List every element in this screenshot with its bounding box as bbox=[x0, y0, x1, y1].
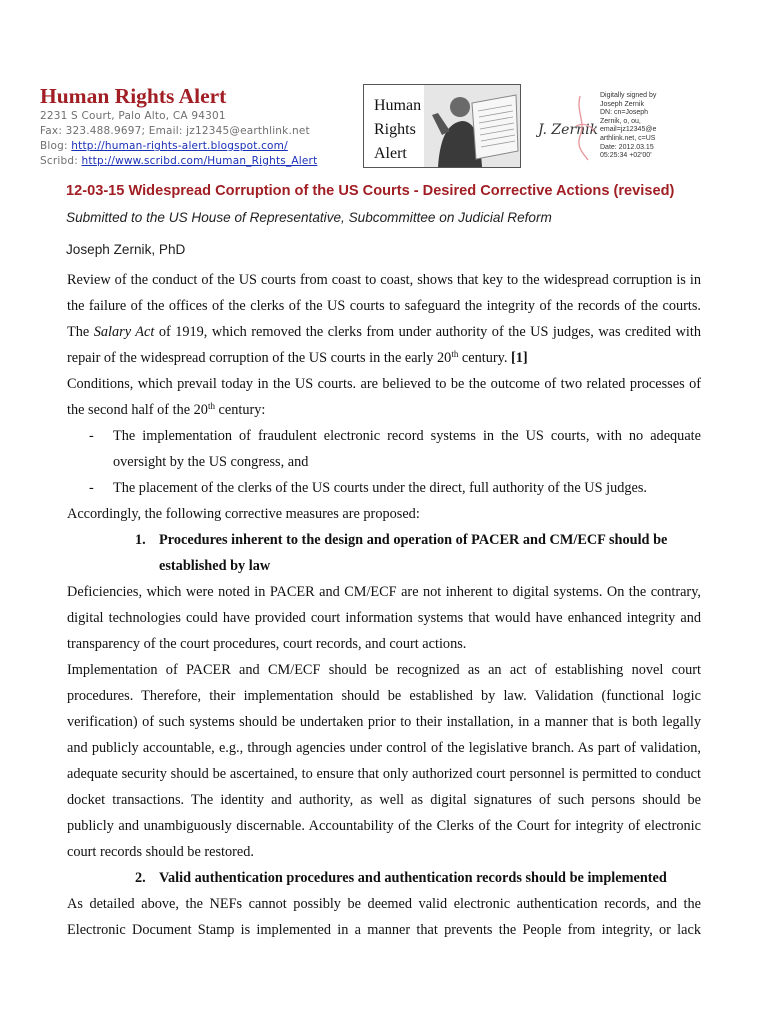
logo-box bbox=[363, 84, 521, 168]
section-heading: Procedures inherent to the design and operation of PACER and CM/ECF should be bbox=[159, 532, 668, 548]
paragraph-line: Review of the conduct of the US courts from coast to coast, shows that key to the widespread corruption is in bbox=[67, 272, 701, 288]
superscript: th bbox=[451, 349, 459, 359]
heading-number: 1. bbox=[135, 532, 146, 548]
bullet-item-line: The placement of the clerks of the US courts under the direct, full authority of the US judges. bbox=[113, 480, 647, 496]
signature-line: email=jz12345@e bbox=[600, 126, 657, 134]
signature-mark-text: J. Zernik bbox=[538, 122, 598, 138]
paragraph-line bbox=[67, 349, 701, 367]
contact-line: Fax: 323.488.9697; Email: jz12345@earthlink.net bbox=[40, 125, 310, 137]
paragraph-line: docket transactions. The identity and authority, as well as digital signatures of such persons should be bbox=[67, 792, 701, 808]
scribd-line bbox=[40, 155, 317, 167]
section-heading: established by law bbox=[159, 558, 271, 574]
signature-line: DN: cn=Joseph bbox=[600, 109, 649, 117]
bullet-item-line: oversight by the US congress, and bbox=[113, 454, 309, 470]
section-heading: Valid authentication procedures and authentication records should be implemented bbox=[159, 870, 667, 886]
document-title: 12-03-15 Widespread Corruption of the US Courts - Desired Corrective Actions (revised) bbox=[66, 183, 675, 199]
blog-line bbox=[40, 140, 288, 152]
signature-line: Date: 2012.03.15 bbox=[600, 143, 654, 151]
signature-mark-icon bbox=[536, 92, 598, 162]
blog-label: Blog: bbox=[40, 140, 68, 152]
signature-line: Digitally signed by bbox=[600, 92, 657, 99]
paragraph-line: and publicly accountable, e.g., through agencies under control of the legislative branch. As part of validation, bbox=[67, 740, 701, 756]
text-run: century: bbox=[214, 402, 266, 418]
text-run: The bbox=[67, 324, 94, 340]
text-run: of 1919, which removed the clerks from under authority of the US judges, was credited with bbox=[154, 324, 701, 340]
paragraph-line bbox=[67, 323, 701, 341]
document-author: Joseph Zernik, PhD bbox=[66, 242, 186, 257]
paragraph-line: transparency of the court procedures, court records, and court actions. bbox=[67, 636, 467, 652]
salary-act-italic: Salary Act bbox=[93, 324, 155, 340]
paragraph-line: adequate security should be ascertained, to ensure that only authorized court personnel is permitted to conduct bbox=[67, 766, 701, 782]
paragraph-line: digital technologies could have provided court information systems that would have enhanced integrity and bbox=[67, 610, 701, 626]
paragraph-line: publicly and unambiguously discernable. Accountability of the Clerks of the Court for integrity of electronic bbox=[67, 818, 701, 834]
logo-photo-icon bbox=[424, 85, 520, 167]
blog-link[interactable]: http://human-rights-alert.blogspot.com/ bbox=[71, 140, 288, 152]
org-name: Human Rights Alert bbox=[40, 84, 227, 108]
address-line: 2231 S Court, Palo Alto, CA 94301 bbox=[40, 110, 226, 122]
bullet-dash: - bbox=[89, 480, 94, 496]
logo-text-rights: Rights bbox=[374, 121, 416, 138]
logo-text-alert: Alert bbox=[374, 145, 407, 162]
paragraph-line: Implementation of PACER and CM/ECF should be recognized as an act of establishing novel court bbox=[67, 662, 701, 678]
paragraph-line: the failure of the offices of the clerks of the US courts to safeguard the integrity of the records of the courts. bbox=[67, 298, 701, 314]
superscript: th bbox=[207, 401, 215, 411]
paragraph-line: Conditions, which prevail today in the US courts. are believed to be the outcome of two related processes of bbox=[67, 376, 701, 392]
bullet-dash: - bbox=[89, 428, 94, 444]
paragraph-line: Deficiencies, which were noted in PACER and CM/ECF are not inherent to digital systems. On the contrary, bbox=[67, 584, 701, 600]
text-run: century. bbox=[458, 350, 511, 366]
scribd-label: Scribd: bbox=[40, 155, 78, 167]
digital-signature-block bbox=[600, 92, 656, 161]
heading-number: 2. bbox=[135, 870, 146, 886]
signature-line: Zernik, o, ou, bbox=[600, 117, 641, 125]
scribd-link[interactable]: http://www.scribd.com/Human_Rights_Alert bbox=[81, 155, 318, 167]
paragraph-line: verification) of such systems should be undertaken prior to their installation, in a manner that is both legally bbox=[67, 714, 701, 730]
paragraph-line: Accordingly, the following corrective measures are proposed: bbox=[67, 506, 420, 522]
paragraph-line: As detailed above, the NEFs cannot possibly be deemed valid electronic authentication records, and the bbox=[67, 896, 701, 912]
signature-line: Joseph Zernik bbox=[600, 100, 644, 108]
document-subtitle: Submitted to the US House of Representative, Subcommittee on Judicial Reform bbox=[66, 210, 552, 225]
signature-line: arthlink.net, c=US bbox=[600, 134, 656, 142]
paragraph-line: procedures. Therefore, their implementation should be established by law. Validation (functional logic bbox=[67, 688, 701, 704]
text-run: the second half of the 20 bbox=[67, 402, 208, 418]
paragraph-line: Electronic Document Stamp is implemented in a manner that prevents the People from integrity, or lack bbox=[67, 922, 701, 938]
text-run: repair of the widespread corruption of the US courts in the early 20 bbox=[67, 350, 452, 366]
bullet-item-line: The implementation of fraudulent electronic record systems in the US courts, with no adequate bbox=[113, 428, 701, 444]
paragraph-line: court records should be restored. bbox=[67, 844, 254, 860]
signature-line: 05:25:34 +02'00' bbox=[600, 152, 652, 160]
reference-marker: [1] bbox=[511, 350, 528, 366]
paragraph-line bbox=[67, 401, 701, 419]
logo-text-human: Human bbox=[374, 97, 422, 114]
